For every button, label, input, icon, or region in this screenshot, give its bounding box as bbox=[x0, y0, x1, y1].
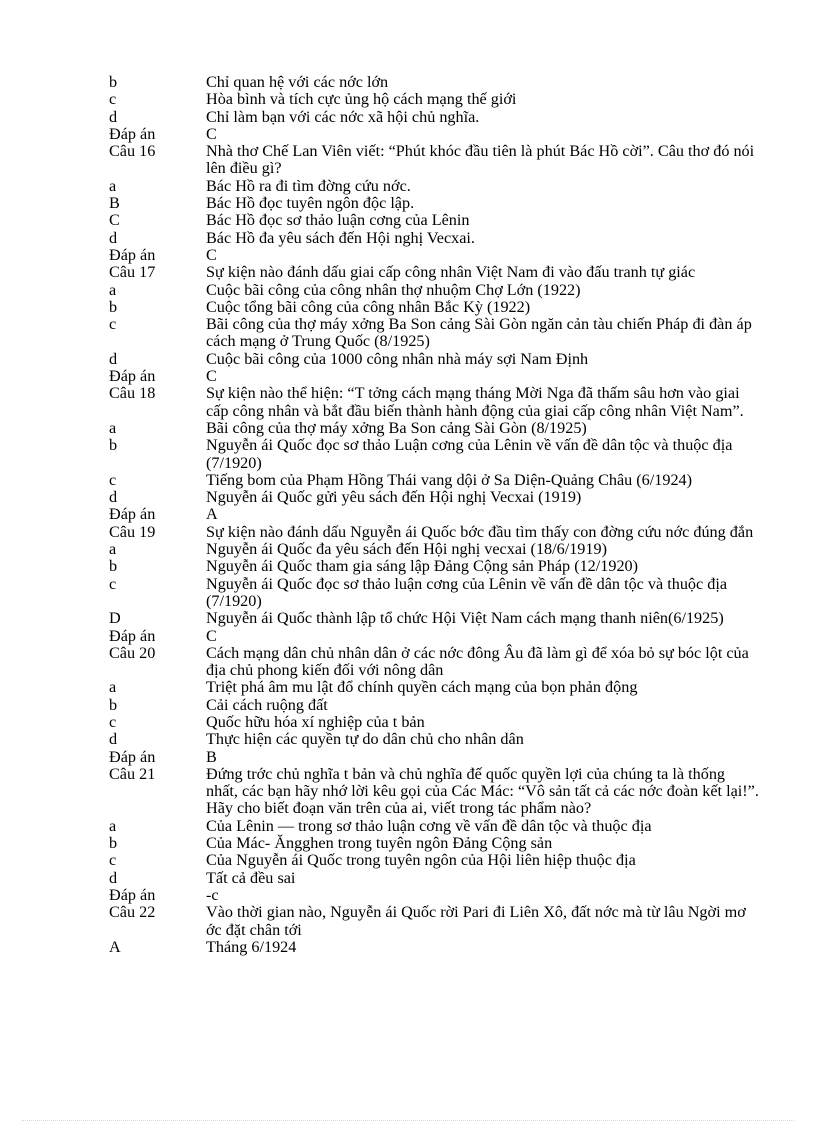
row-text: Bác Hồ đọc tuyên ngôn độc lập. bbox=[206, 194, 415, 213]
document-row bbox=[109, 852, 759, 869]
document-row bbox=[109, 178, 759, 195]
row-label: d bbox=[109, 488, 118, 507]
row-label: D bbox=[109, 609, 121, 628]
document-row bbox=[109, 835, 759, 852]
row-label: a bbox=[109, 176, 117, 195]
row-label: d bbox=[109, 349, 118, 368]
row-label: A bbox=[109, 937, 121, 956]
document-row bbox=[109, 247, 759, 264]
document-row bbox=[109, 939, 759, 956]
row-text: Cách mạng dân chủ nhân dân ở các nớc đông Âu đã làm gì để xóa bỏ sự bóc lột của địa chủ phong kiến đối với nông dân bbox=[206, 643, 749, 680]
row-label: Câu 18 bbox=[109, 384, 156, 403]
row-text: B bbox=[206, 747, 217, 766]
row-label: Câu 21 bbox=[109, 764, 156, 783]
row-label: c bbox=[109, 315, 117, 334]
document-row bbox=[109, 420, 759, 437]
document-row bbox=[109, 230, 759, 247]
row-text: Bác Hồ ra đi tìm đờng cứu nớc. bbox=[206, 176, 411, 195]
row-text: Chỉ làm bạn với các nớc xã hội chủ nghĩa. bbox=[206, 107, 480, 126]
document-row bbox=[109, 610, 759, 627]
document-row bbox=[109, 679, 759, 696]
row-text: Sự kiện nào thể hiện: “T tởng cách mạng tháng Mời Nga đã thấm sâu hơn vào giai cấp công nhân và bắt đầu biến thành hành động của giai cấp công nhân Việt Nam”. bbox=[206, 384, 744, 420]
row-label: b bbox=[109, 297, 118, 316]
document-row bbox=[109, 385, 759, 420]
row-label: Câu 19 bbox=[109, 522, 156, 541]
row-label: Đáp án bbox=[109, 505, 156, 524]
document-row bbox=[109, 697, 759, 714]
row-text: Bãi công của thợ máy xởng Ba Son cảng Sài Gòn (8/1925) bbox=[206, 418, 587, 437]
row-label: Đáp án bbox=[109, 747, 156, 766]
row-label: d bbox=[109, 228, 118, 247]
row-text: Bác Hồ đa yêu sách đến Hội nghị Vecxai. bbox=[206, 228, 475, 247]
document-row bbox=[109, 316, 759, 351]
row-text: Bác Hồ đọc sơ thảo luận cơng của Lênin bbox=[206, 211, 470, 230]
row-label: Đáp án bbox=[109, 367, 156, 386]
row-text: Triệt phá âm mu lật đổ chính quyền cách mạng của bọn phản động bbox=[206, 678, 638, 697]
row-label: c bbox=[109, 851, 117, 870]
row-text: Của Nguyễn ái Quốc trong tuyên ngôn của Hội liên hiệp thuộc địa bbox=[206, 851, 636, 870]
document-row bbox=[109, 904, 759, 939]
row-text: Vào thời gian nào, Nguyễn ái Quốc rời Pari đi Liên Xô, đất nớc mà từ lâu Ngời mơ ớc đặt chân tới bbox=[206, 903, 746, 939]
row-text: Tiếng bom của Phạm Hồng Thái vang dội ở Sa Diện-Quảng Châu (6/1924) bbox=[206, 470, 693, 489]
row-label: Đáp án bbox=[109, 245, 156, 264]
row-text: C bbox=[206, 626, 217, 645]
document-body bbox=[109, 74, 759, 956]
document-row bbox=[109, 714, 759, 731]
row-text: Tất cả đều sai bbox=[206, 868, 296, 887]
row-label: Đáp án bbox=[109, 124, 156, 143]
document-row bbox=[109, 541, 759, 558]
document-row bbox=[109, 212, 759, 229]
document-row bbox=[109, 437, 759, 472]
row-label: c bbox=[109, 574, 117, 593]
row-text: Nguyễn ái Quốc tham gia sáng lập Đảng Cộng sản Pháp (12/1920) bbox=[206, 557, 639, 576]
row-text: Đứng trớc chủ nghĩa t bản và chủ nghĩa đế quốc quyền lợi của chúng ta là thống nhất, các bạn hãy nhớ lời kêu gọi của Các Mác: “Vô sản tất cả các nớc đoàn kết lại!”. Hãy cho biết đoạn văn trên của ai, viết trong tác phẩm nào? bbox=[206, 764, 759, 818]
row-label: b bbox=[109, 436, 118, 455]
row-label: Câu 20 bbox=[109, 643, 156, 662]
page-bottom-rule bbox=[22, 1120, 794, 1121]
row-text: Nguyễn ái Quốc đọc sơ thảo Luận cơng của Lênin về vấn đề dân tộc và thuộc địa (7/1920) bbox=[206, 436, 733, 472]
row-text: C bbox=[206, 245, 217, 264]
document-row bbox=[109, 506, 759, 523]
row-label: c bbox=[109, 90, 117, 109]
row-text: -c bbox=[206, 885, 219, 904]
row-label: Câu 22 bbox=[109, 903, 156, 922]
document-row bbox=[109, 731, 759, 748]
row-label: b bbox=[109, 695, 118, 714]
row-text: Hòa bình và tích cực ủng hộ cách mạng thế giới bbox=[206, 90, 517, 109]
row-label: b bbox=[109, 834, 118, 853]
document-row bbox=[109, 195, 759, 212]
row-text: Nguyễn ái Quốc đọc sơ thảo luận cơng của Lênin về vấn đề dân tộc và thuộc địa (7/1920) bbox=[206, 574, 728, 610]
row-label: d bbox=[109, 730, 118, 749]
row-text: Nhà thơ Chế Lan Viên viết: “Phút khóc đầu tiên là phút Bác Hồ cời”. Câu thơ đó nói lên điều gì? bbox=[206, 142, 755, 178]
row-label: Câu 17 bbox=[109, 263, 156, 282]
row-label: a bbox=[109, 678, 117, 697]
document-row bbox=[109, 368, 759, 385]
row-label: B bbox=[109, 194, 120, 213]
row-label: c bbox=[109, 470, 117, 489]
row-text: Cuộc bãi công của công nhân thợ nhuộm Chợ Lớn (1922) bbox=[206, 280, 581, 299]
document-row bbox=[109, 749, 759, 766]
document-row bbox=[109, 126, 759, 143]
row-text: Quốc hữu hóa xí nghiệp của t bản bbox=[206, 712, 425, 731]
document-row bbox=[109, 109, 759, 126]
row-text: Sự kiện nào đánh dấu Nguyễn ái Quốc bớc đầu tìm thấy con đờng cứu nớc đúng đắn bbox=[206, 522, 754, 541]
row-text: Cuộc bãi công của 1000 công nhân nhà máy sợi Nam Định bbox=[206, 349, 589, 368]
row-label: Đáp án bbox=[109, 885, 156, 904]
document-row bbox=[109, 264, 759, 281]
document-row bbox=[109, 524, 759, 541]
row-label: a bbox=[109, 540, 117, 559]
document-row bbox=[109, 472, 759, 489]
row-label: b bbox=[109, 557, 118, 576]
document-row bbox=[109, 645, 759, 680]
row-text: Sự kiện nào đánh dấu giai cấp công nhân Việt Nam đi vào đấu tranh tự giác bbox=[206, 263, 696, 282]
document-row bbox=[109, 628, 759, 645]
document-row bbox=[109, 91, 759, 108]
document-row bbox=[109, 766, 759, 818]
row-text: Nguyễn ái Quốc đa yêu sách đến Hội nghị vecxai (18/6/1919) bbox=[206, 540, 607, 559]
row-label: b bbox=[109, 73, 118, 91]
row-text: Thực hiện các quyền tự do dân chủ cho nhân dân bbox=[206, 730, 524, 749]
row-text: A bbox=[206, 505, 218, 524]
row-text: Bãi công của thợ máy xởng Ba Son cảng Sài Gòn ngăn cản tàu chiến Pháp đi đàn áp cách mạng ở Trung Quốc (8/1925) bbox=[206, 315, 752, 351]
document-row bbox=[109, 282, 759, 299]
row-text: Của Mác- Ăngghen trong tuyên ngôn Đảng Cộng sản bbox=[206, 834, 553, 853]
row-label: d bbox=[109, 107, 118, 126]
row-label: a bbox=[109, 418, 117, 437]
document-row bbox=[109, 143, 759, 178]
document-row bbox=[109, 870, 759, 887]
row-text: Tháng 6/1924 bbox=[206, 937, 297, 956]
row-text: Nguyễn ái Quốc thành lập tổ chức Hội Việt Nam cách mạng thanh niên(6/1925) bbox=[206, 609, 724, 628]
row-label: Câu 16 bbox=[109, 142, 156, 161]
row-text: Chỉ quan hệ với các nớc lớn bbox=[206, 73, 389, 91]
row-label: d bbox=[109, 868, 118, 887]
row-label: a bbox=[109, 816, 117, 835]
document-row bbox=[109, 299, 759, 316]
row-text: Nguyễn ái Quốc gửi yêu sách đến Hội nghị Vecxai (1919) bbox=[206, 488, 582, 507]
document-row bbox=[109, 489, 759, 506]
row-label: a bbox=[109, 280, 117, 299]
row-label: C bbox=[109, 211, 120, 230]
row-text: Cuộc tổng bãi công của công nhân Bắc Kỳ (1922) bbox=[206, 297, 531, 316]
row-text: Của Lênin — trong sơ thảo luận cơng về vấn đề dân tộc và thuộc địa bbox=[206, 816, 652, 835]
document-row bbox=[109, 558, 759, 575]
row-text: C bbox=[206, 367, 217, 386]
document-row bbox=[109, 74, 759, 91]
document-row bbox=[109, 351, 759, 368]
row-text: Cải cách ruộng đất bbox=[206, 695, 328, 714]
document-row bbox=[109, 818, 759, 835]
document-row bbox=[109, 576, 759, 611]
row-text: C bbox=[206, 124, 217, 143]
row-label: Đáp án bbox=[109, 626, 156, 645]
row-label: c bbox=[109, 712, 117, 731]
document-row bbox=[109, 887, 759, 904]
